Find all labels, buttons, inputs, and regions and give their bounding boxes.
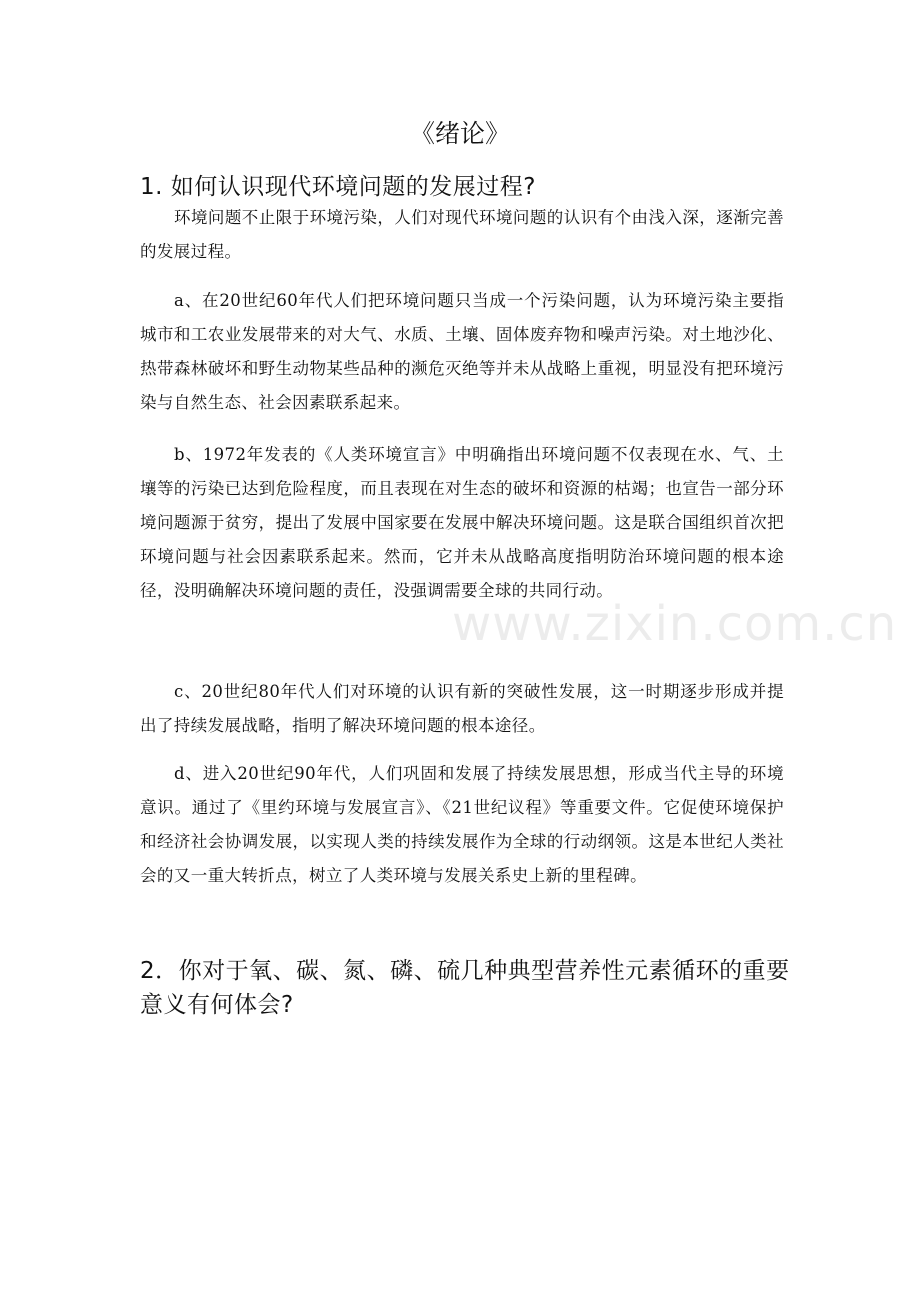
- paragraph-a: a、在20世纪60年代人们把环境问题只当成一个污染问题，认为环境污染主要指城市和工农业发展带来的对大气、水质、土壤、固体废弃物和噪声污染。对土地沙化、热带森林破坏和野生动物某些品种的濒危灭绝等并未从战略上重视，明显没有把环境污染与自然生态、社会因素联系起来。: [140, 291, 784, 412]
- paragraph-d: d、进入20世纪90年代，人们巩固和发展了持续发展思想，形成当代主导的环境意识。通过了《里约环境与发展宣言》、《21世纪议程》等重要文件。它促使环境保护和经济社会协调发展，以实现人类的持续发展作为全球的行动纲领。这是本世纪人类社会的又一重大转折点，树立了人类环境与发展关系史上新的里程碑。: [140, 764, 784, 885]
- paragraph-c: c、20世纪80年代人们对环境的认识有新的突破性发展，这一时期逐步形成并提出了持续发展战略，指明了解决环境问题的根本途径。: [140, 682, 784, 735]
- intro-paragraph: 环境问题不止限于环境污染，人们对现代环境问题的认识有个由浅入深，逐渐完善的发展过程。: [140, 208, 784, 261]
- watermark-text: www.zixin.com.cn: [452, 596, 898, 652]
- paragraph-b: b、1972年发表的《人类环境宣言》中明确指出环境问题不仅表现在水、气、土壤等的污染已达到危险程度，而且表现在对生态的破坏和资源的枯竭；也宣告一部分环境问题源于贫穷，提出了发展中国家要在发展中解决环境问题。这是联合国组织首次把环境问题与社会因素联系起来。然而，它并未从战略高度指明防治环境问题的根本途径，没明确解决环境问题的责任，没强调需要全球的共同行动。: [140, 445, 784, 600]
- question-2-heading: 2．你对于氧、碳、氮、磷、硫几种典型营养性元素循环的重要意义有何体会?: [140, 958, 790, 1018]
- document-title: 《绪论》: [409, 119, 510, 148]
- question-1-heading: 1. 如何认识现代环境问题的发展过程?: [140, 174, 536, 200]
